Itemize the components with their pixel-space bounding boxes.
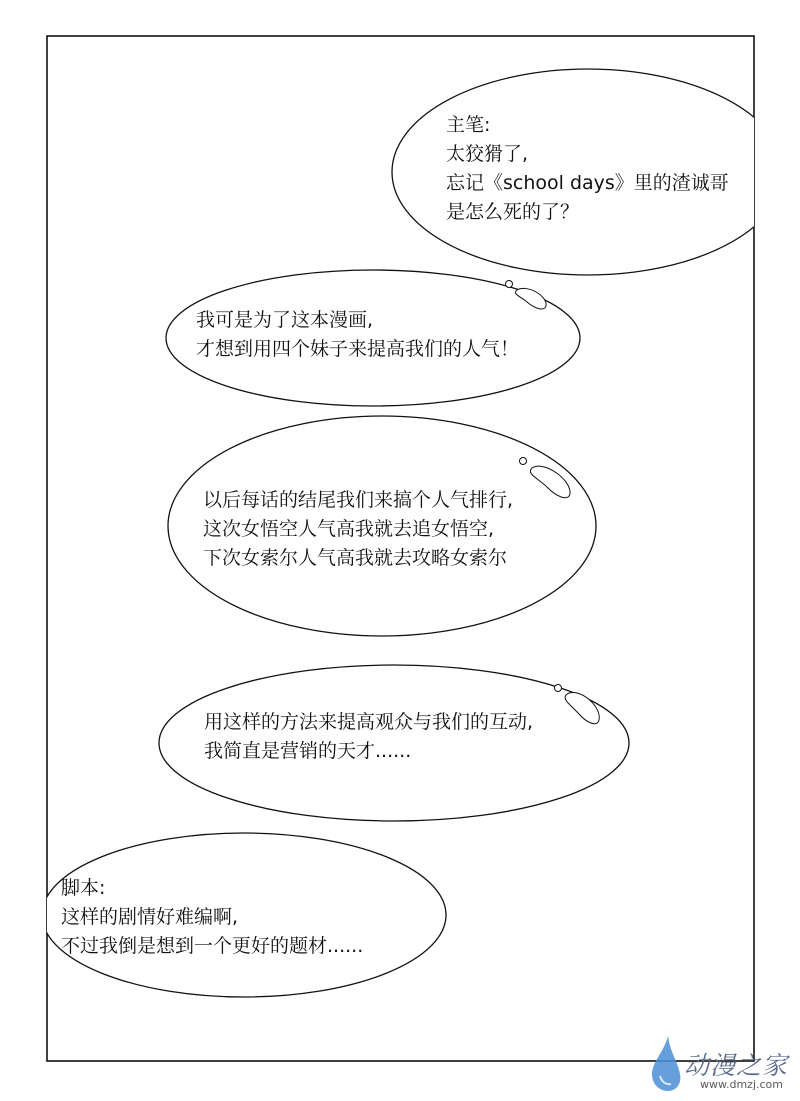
watermark-title: 动漫之家 (684, 1051, 789, 1080)
watermark-url: www.dmzj.com (700, 1078, 783, 1091)
bubble-5-text (61, 874, 363, 961)
bubble-line: 我简直是营销的天才...... (204, 740, 412, 762)
bubble-line: 是怎么死的了？ (446, 201, 580, 223)
bubble-line: 用这样的方法来提高观众与我们的互动, (204, 711, 534, 733)
bubble-line: 以后每话的结尾我们来搞个人气排行, (203, 489, 514, 511)
bubble-1-text (446, 111, 729, 227)
bubble-line: 不过我倒是想到一个更好的题材...... (61, 935, 364, 957)
bubble-line: 才想到用四个妹子来提高我们的人气！ (196, 338, 520, 360)
bubble-2-text (196, 306, 519, 364)
bubble-4-text (204, 708, 533, 766)
bubble-line: 这样的剧情好难编啊, (61, 906, 239, 928)
bubble-line: 这次女悟空人气高我就去追女悟空, (203, 518, 495, 540)
bubble-line: 忘记《school days》里的渣诚哥 (446, 172, 729, 194)
bubble-line: 我可是为了这本漫画, (196, 309, 374, 331)
bubble-line: 下次女索尔人气高我就去攻略女索尔 (203, 547, 508, 569)
bubble-line: 太狡猾了, (446, 143, 529, 165)
bubble-3-text (203, 486, 513, 573)
bubble-line: 主笔: (446, 114, 491, 136)
bubble-line: 脚本: (61, 877, 106, 899)
